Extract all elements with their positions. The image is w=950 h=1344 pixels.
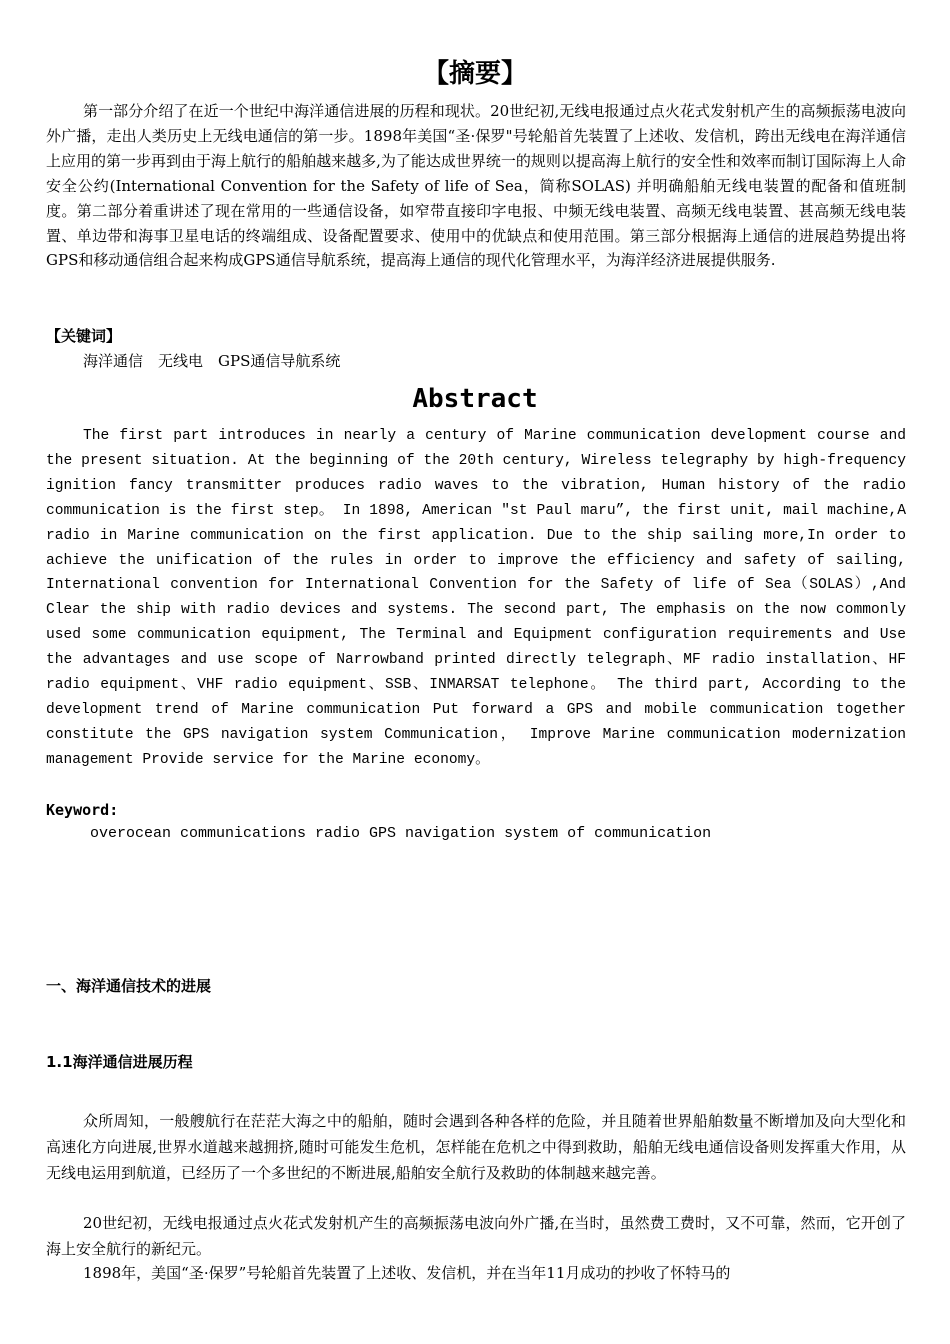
abstract-cn-body: 第一部分介绍了在近一个世纪中海洋通信进展的历程和现状。20世纪初,无线电报通过点火花式发射机产生的高频振荡电波向外广播，走出人类历史上无线电通信的第一步。1898年美国“圣·保罗"号轮船首先装置了上述收、发信机，跨出无线电在海洋通信上应用的第一步再到由于海上航行的船舶越来越多,为了能达成世界统一的规则以提高海上航行的安全性和效率而制订国际海上人命安全公约(International Convention for the Safety of life of Sea，简称SOLAS) 并明确船舶无线电装置的配备和值班制度。第二部分着重讲述了现在常用的一些通信设备，如窄带直接印字电报、中频无线电装置、高频无线电装置、甚高频无线电装置、单边带和海事卫星电话的终端组成、设备配置要求、使用中的优缺点和使用范围。第三部分根据海上通信的进展趋势提出将GPS和移动通信组合起来构成GPS通信导航系统，提高海上通信的现代化管理水平，为海洋经济进展提供服务.	[46, 102, 906, 270]
keywords-en-label: Keyword:	[46, 801, 119, 819]
keywords-cn: 海洋通信 无线电 GPS通信导航系统	[83, 352, 341, 370]
keywords-en: overocean communications radio GPS navigation system of communication	[90, 825, 712, 842]
keywords-cn-label: 【关键词】	[46, 327, 122, 345]
paragraph: 1898年，美国“圣·保罗”号轮船首先装置了上述收、发信机，并在当年11月成功的抄收了怀特马的	[83, 1264, 731, 1282]
abstract-cn-heading: 【摘要】	[422, 59, 527, 89]
paragraph: 众所周知，一般艘航行在茫茫大海之中的船舶，随时会遇到各种各样的危险，并且随着世界船舶数量不断增加及向大型化和高速化方向进展,世界水道越来越拥挤,随时可能发生危机，怎样能在危机之中得到救助，船舶无线电通信设备则发挥重大作用，从无线电运用到航道，已经历了一个多世纪的不断进展,船舶安全航行及救助的体制越来越完善。	[46, 1112, 906, 1182]
abstract-en-heading: Abstract	[412, 384, 538, 414]
subsection-title: 1.1海洋通信进展历程	[46, 1053, 193, 1071]
section-title: 一、海洋通信技术的进展	[46, 977, 212, 995]
paragraph: 20世纪初，无线电报通过点火花式发射机产生的高频振荡电波向外广播,在当时，虽然费工费时，又不可靠，然而，它开创了海上安全航行的新纪元。	[46, 1214, 906, 1258]
abstract-en-body: The first part introduces in nearly a century of Marine communication development course and the present situation. At the beginning of the 20th century, Wireless telegraphy by high-frequency ignition fancy transmitter produces radio waves to the vibration, Human history of the radio communication is the first step。 In 1898, American "st Paul maru”, the first unit, mail machine,A radio in Marine communication on the first application. Due to the ship sailing more,In order to achieve the unification of the rules in order to improve the efficiency and safety of sailing, International convention for International Convention for the Safety of life of Sea（SOLAS）,And Clear the ship with radio devices and systems. The second part, The emphasis on the now commonly used some communication equipment, The Terminal and Equipment configuration requirements and Use the advantages and use scope of Narrowband printed directly telegraph、MF radio installation、HF radio equipment、VHF radio equipment、SSB、INMARSAT telephone。 The third part, According to the development trend of Marine communication Put forward a GPS and mobile communication together constitute the GPS navigation system Communication， Improve Marine communication modernization management Provide service for the Marine economy。	[46, 428, 906, 768]
